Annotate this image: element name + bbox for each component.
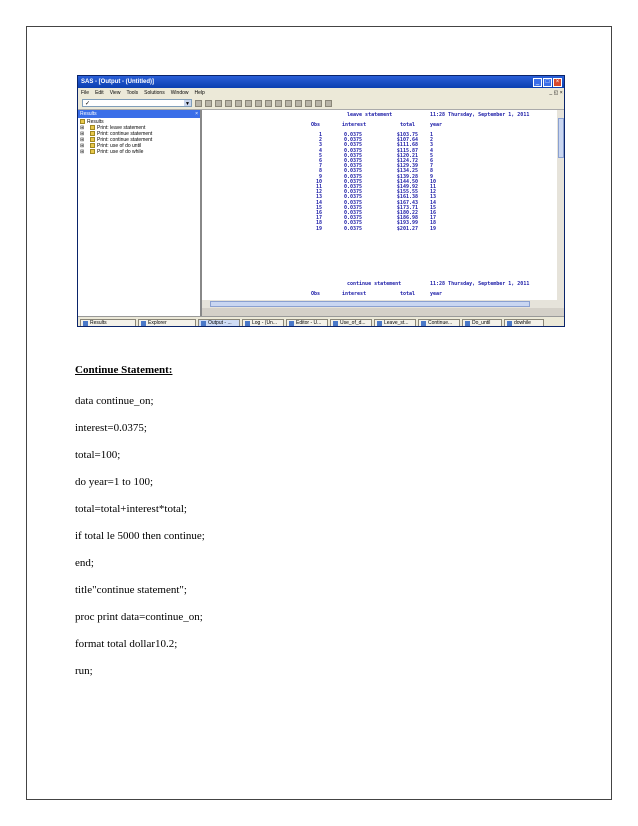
tree-item[interactable]: ⊞ Print: continue statement (80, 137, 153, 143)
output-cell: 6 (318, 158, 322, 165)
vertical-scrollbar[interactable] (557, 110, 565, 300)
help-icon[interactable] (325, 100, 332, 107)
output-cell: 7 (430, 163, 434, 170)
window-icon (465, 321, 470, 326)
output-cell: $201.27 (396, 225, 418, 232)
menu-tools[interactable]: Tools (126, 89, 139, 96)
output-cell: 10 (430, 178, 437, 185)
output-cell: 0.0375 (343, 163, 362, 170)
header-obs: Obs (311, 122, 321, 128)
task-output[interactable]: Output - ... (198, 319, 240, 328)
new-icon[interactable] (195, 100, 202, 107)
output-cell: 9 (318, 173, 322, 180)
folder-icon (90, 143, 95, 148)
output-cell: 0.0375 (343, 210, 362, 217)
output-title-leave: leave statement (347, 112, 393, 118)
output-cell: 3 (430, 142, 434, 149)
close-pane-icon[interactable]: × (195, 111, 198, 117)
output-cell: 19 (315, 225, 322, 232)
menu-window[interactable]: Window (170, 89, 189, 96)
output-cell: 0.0375 (343, 132, 362, 138)
output-cell: 15 (315, 204, 322, 211)
menu-view[interactable]: View (109, 89, 121, 96)
sas-screenshot (77, 75, 565, 327)
results-tree (78, 118, 200, 156)
header-total: total (400, 122, 416, 128)
output-cell: 14 (430, 199, 437, 206)
output-cell: 2 (430, 137, 434, 144)
output-cell: 12 (315, 189, 322, 196)
output-cell: 0.0375 (343, 184, 362, 191)
header-total-2: total (400, 291, 416, 297)
output-window (202, 110, 557, 300)
output-cell: 0.0375 (343, 168, 362, 175)
output-cell: 13 (315, 194, 322, 201)
code-line: title"continue statement"; (75, 584, 187, 596)
task-do-until[interactable]: Do_until (462, 319, 502, 328)
header-year: year (430, 122, 443, 128)
output-cell: 11 (430, 184, 437, 191)
output-cell: $129.39 (396, 163, 418, 170)
output-cell: 0.0375 (343, 178, 362, 185)
output-cell: 19 (430, 225, 437, 232)
scrollbar-thumb[interactable] (210, 301, 530, 307)
minimize-icon[interactable]: _ (533, 78, 542, 87)
scrollbar-thumb[interactable] (558, 118, 564, 158)
output-cell: 18 (430, 220, 437, 227)
run-icon[interactable] (315, 100, 322, 107)
code-line: proc print data=continue_on; (75, 611, 203, 623)
window-icon (421, 321, 426, 326)
output-title-continue: continue statement (347, 281, 402, 287)
output-cell: 0.0375 (343, 220, 362, 227)
results-icon (83, 321, 88, 326)
output-cell: 15 (430, 204, 437, 211)
paste-icon[interactable] (265, 100, 272, 107)
library-icon[interactable] (285, 100, 292, 107)
output-cell: 0.0375 (343, 215, 362, 222)
output-cell: 0.0375 (343, 142, 362, 149)
task-editor[interactable]: Editor - U... (286, 319, 328, 328)
output-cell: 5 (318, 152, 322, 159)
output-cell: 0.0375 (343, 204, 362, 211)
results-icon[interactable] (305, 100, 312, 107)
code-line: interest=0.0375; (75, 422, 147, 434)
folder-icon (90, 149, 95, 154)
code-line: total=100; (75, 449, 121, 461)
output-cell: 6 (430, 158, 434, 165)
output-cell: 17 (315, 215, 322, 222)
open-icon[interactable] (205, 100, 212, 107)
total-column (388, 133, 418, 232)
year-column (430, 133, 440, 232)
code-line: total=total+interest*total; (75, 503, 187, 515)
interest-column (338, 133, 362, 232)
code-line: if total le 5000 then continue; (75, 530, 205, 542)
sas-window-title: SAS - [Output - (Untitled)] (81, 79, 154, 85)
code-line: data continue_on; (75, 395, 154, 407)
output-cell: $155.55 (396, 189, 418, 196)
task-log[interactable]: Log - (Un... (242, 319, 284, 328)
chevron-down-icon[interactable]: ▼ (185, 101, 190, 107)
results-pane-header: Results × (80, 111, 198, 117)
menu-solutions[interactable]: Solutions (144, 89, 165, 96)
output-cell: $120.21 (396, 152, 418, 159)
task-dowhile[interactable]: dowhile (504, 319, 544, 328)
header-interest-2: interest (342, 291, 367, 297)
preview-icon[interactable] (235, 100, 242, 107)
folder-icon (90, 137, 95, 142)
output-timestamp-2: 11:28 Thursday, September 1, 2011 (430, 281, 530, 287)
output-cell: $111.68 (396, 142, 418, 149)
output-timestamp-1: 11:28 Thursday, September 1, 2011 (430, 112, 530, 118)
window-icon (377, 321, 382, 326)
folder-icon (80, 119, 85, 124)
window-icon (201, 321, 206, 326)
window-icon (507, 321, 512, 326)
output-cell: $107.64 (396, 137, 418, 144)
output-cell: $180.22 (396, 210, 418, 217)
output-cell: $149.92 (396, 184, 418, 191)
output-cell: 0.0375 (343, 158, 362, 165)
folder-icon (90, 125, 95, 130)
output-cell: 0.0375 (343, 152, 362, 159)
output-cell: $139.28 (396, 173, 418, 180)
header-year-2: year (430, 291, 443, 297)
window-icon (245, 321, 250, 326)
output-cell: $193.99 (396, 220, 418, 227)
output-cell: 0.0375 (343, 194, 362, 201)
output-cell: 13 (430, 194, 437, 201)
output-cell: 0.0375 (343, 137, 362, 144)
output-cell: 14 (315, 199, 322, 206)
print-icon[interactable] (225, 100, 232, 107)
output-cell: 2 (318, 137, 322, 144)
maximize-icon[interactable]: □ (543, 78, 552, 87)
output-cell: $186.98 (396, 215, 418, 222)
output-cell: 12 (430, 189, 437, 196)
output-cell: 0.0375 (343, 189, 362, 196)
window-icon (289, 321, 294, 326)
output-cell: $103.75 (396, 132, 418, 138)
output-cell: 1 (430, 132, 434, 138)
output-cell: 4 (430, 147, 434, 154)
output-cell: 8 (430, 168, 434, 175)
horizontal-scrollbar[interactable] (202, 300, 565, 308)
menu-file[interactable]: File (81, 89, 90, 96)
output-cell: 16 (430, 210, 437, 217)
output-cell: 8 (318, 168, 322, 175)
results-pane (78, 110, 202, 316)
output-cell: $161.38 (396, 194, 418, 201)
output-cell: $115.87 (396, 147, 418, 154)
menu-edit[interactable]: Edit (95, 89, 104, 96)
code-line: do year=1 to 100; (75, 476, 153, 488)
task-use-of-do[interactable]: Use_of_d... (330, 319, 372, 328)
tab-results[interactable]: Results (80, 319, 136, 328)
obs-column (310, 133, 322, 232)
menu-help[interactable]: Help (194, 89, 205, 96)
output-cell: 0.0375 (343, 199, 362, 206)
sas-titlebar (78, 76, 564, 88)
section-heading: Continue Statement: (75, 364, 173, 376)
output-cell: 16 (315, 210, 322, 217)
undo-icon[interactable] (275, 100, 282, 107)
output-cell: 9 (430, 173, 434, 180)
output-cell: 10 (315, 178, 322, 185)
header-obs-2: Obs (311, 291, 321, 297)
output-cell: $173.71 (396, 204, 418, 211)
task-continue[interactable]: Continue... (418, 319, 460, 328)
output-cell: 11 (315, 184, 322, 191)
output-cell: 7 (318, 163, 322, 170)
cut-icon[interactable] (245, 100, 252, 107)
output-cell: 4 (318, 147, 322, 154)
explorer-icon (141, 321, 146, 326)
output-cell: 3 (318, 142, 322, 149)
output-cell: 17 (430, 215, 437, 222)
explorer-icon[interactable] (295, 100, 302, 107)
tree-item[interactable]: ⊞ Print: leave statement (80, 125, 146, 131)
tree-item[interactable]: ⊞ Print: use of do while (80, 149, 144, 155)
code-line: run; (75, 665, 93, 677)
output-cell: $144.50 (396, 178, 418, 185)
command-input[interactable]: ✓ ▼ (82, 99, 192, 107)
output-cell: 18 (315, 220, 322, 227)
code-line: end; (75, 557, 94, 569)
save-icon[interactable] (215, 100, 222, 107)
tree-item[interactable]: ⊞ Print: use of do until (80, 143, 142, 149)
code-line: format total dollar10.2; (75, 638, 178, 650)
output-cell: 0.0375 (343, 147, 362, 154)
output-cell: $134.25 (396, 168, 418, 175)
sas-toolbar (78, 97, 564, 110)
tab-explorer[interactable]: Explorer (138, 319, 196, 328)
output-cell: 5 (430, 152, 434, 159)
output-cell: $167.43 (396, 199, 418, 206)
child-window-controls[interactable]: _ ◱ × (549, 89, 564, 96)
window-icon (333, 321, 338, 326)
close-icon[interactable]: × (553, 78, 562, 87)
tree-item[interactable]: ⊞ Print: continue statement (80, 131, 153, 137)
task-leave[interactable]: Leave_st... (374, 319, 416, 328)
output-cell: $124.72 (396, 158, 418, 165)
copy-icon[interactable] (255, 100, 262, 107)
output-cell: 0.0375 (343, 225, 362, 232)
tree-root[interactable]: Results (80, 119, 198, 125)
sas-taskbar (78, 316, 565, 327)
output-cell: 1 (318, 132, 322, 138)
folder-icon (90, 131, 95, 136)
sas-menubar (78, 88, 564, 97)
output-cell: 0.0375 (343, 173, 362, 180)
header-interest: interest (342, 122, 367, 128)
